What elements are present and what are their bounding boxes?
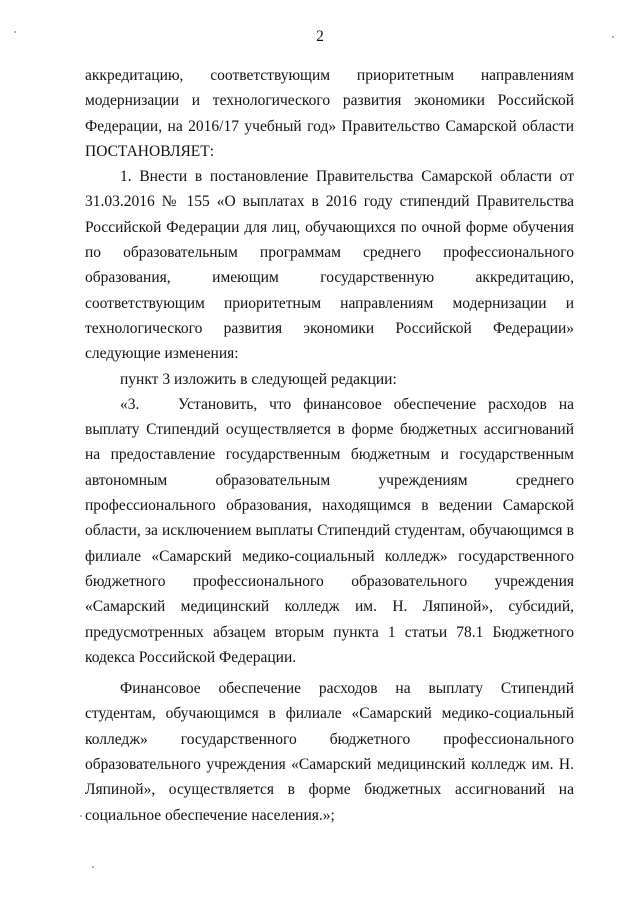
page-number: 2 bbox=[316, 28, 324, 45]
paragraph-point-3-text bbox=[85, 392, 574, 670]
paragraph-item-1: 1. Внести в постановление Правительства Самарской области от 31.03.2016 № 155 «О выплатах в 2016 году стипендий Правительства Российской Федерации для лиц, обучающихся по очной форме обучения по образовательным программам среднего профессионального образования, имеющим государственную аккредитацию, соответствующим приоритетным направлениям модернизации и технологического развития экономики Российской Федерации» следующие изменения: bbox=[85, 168, 574, 363]
point-number: «3. bbox=[120, 395, 140, 413]
paragraph-point-3-intro: пункт 3 изложить в следующей редакции: bbox=[120, 370, 397, 388]
scan-speck bbox=[612, 36, 614, 38]
document-body bbox=[85, 63, 574, 828]
scan-speck bbox=[80, 815, 82, 817]
paragraph-continuation: аккредитацию, соответствующим приоритетным направлениям модернизации и технологического развития экономики Российской Федерации, на 2016/17 учебный год» Правительство Самарской области ПОСТАНОВЛЯЕТ: bbox=[85, 67, 574, 160]
scan-speck bbox=[14, 31, 16, 33]
paragraph-point-3-text-2: Финансовое обеспечение расходов на выплату Стипендий студентам, обучающимся в филиале «Самарский медико-социальный колледж» государственного бюджетного профессионального образовательного учреждения «Самарский медицинский колледж им. Н. Ляпиной», осуществляется в форме бюджетных ассигнований на социальное обеспечение населения.»; bbox=[85, 680, 574, 824]
point-3-body: Установить, что финансовое обеспечение расходов на выплату Стипендий осуществляется в форме бюджетных ассигнований на предоставление государственным бюджетным и государственным автономным образовательным учреждениям среднего профессионального образования, находящимся в ведении Самарской области, за исключением выплаты Стипендий студентам, обучающимся в филиале «Самарский медико-социальный колледж» государственного бюджетного профессионального образовательного учреждения «Самарский медицинский колледж им. Н. Ляпиной», субсидий, предусмотренных абзацем вторым пункта 1 статьи 78.1 Бюджетного кодекса Российской Федерации. bbox=[85, 395, 574, 666]
scan-speck bbox=[92, 866, 94, 868]
